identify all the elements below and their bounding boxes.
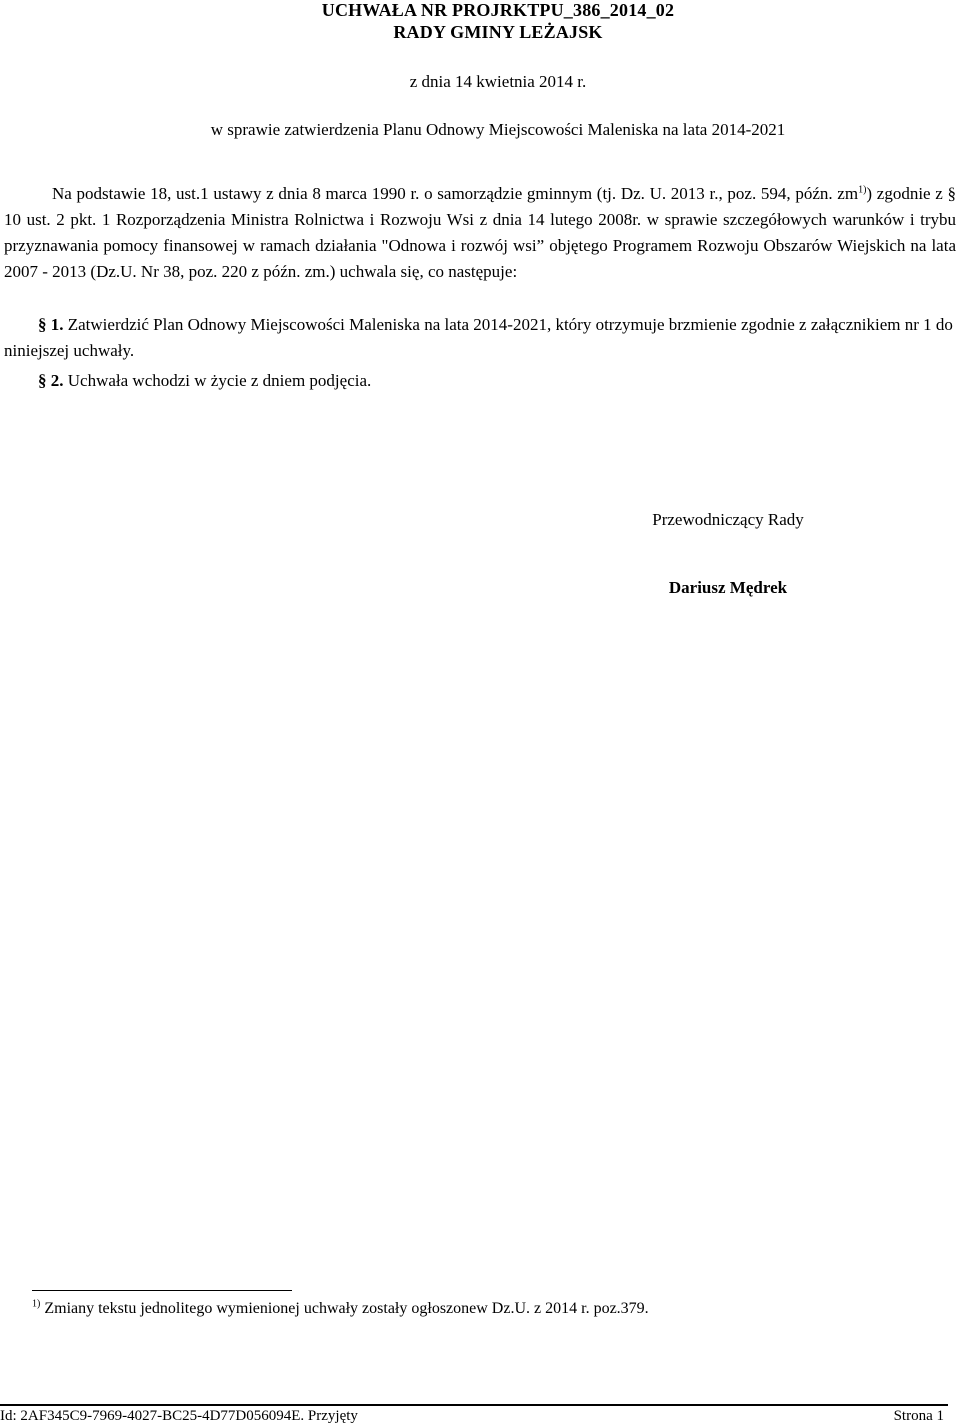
- signature-name: Dariusz Mędrek: [668, 578, 788, 597]
- section-2-mark: § 2.: [38, 371, 64, 390]
- title-line-2: RADY GMINY LEŻAJSK: [393, 22, 603, 42]
- footnote-mark: 1): [32, 1298, 41, 1310]
- footnote: [32, 1300, 932, 1318]
- footnote-divider: [32, 1290, 292, 1291]
- preamble-part2: ) zgodnie z § 10 ust. 2 pkt. 1 Rozporządzenia Ministra Rolnictwa i Rozwoju Wsi z dnia 14 lutego 2008r. w sprawie szczegółowych warunków i trybu przyznawania pomocy finansowej w ramach działania "Odnowa i rozwój wsi” objętego Programem Rozwoju Obszarów Wiejskich na lata 2007 - 2013 (Dz.U. Nr 38, poz. 220 z późn. zm.) uchwala się, co następuje:: [4, 184, 957, 281]
- document-id: Id: 2AF345C9-7969-4027-BC25-4D77D056094E. Przyjęty: [0, 1408, 358, 1424]
- resolution-subject: w sprawie zatwierdzenia Planu Odnowy Miejscowości Maleniska na lata 2014-2021: [210, 120, 786, 139]
- section-2: [4, 368, 956, 394]
- footer-divider: [0, 1404, 948, 1406]
- preamble-part1: Na podstawie 18, ust.1 ustawy z dnia 8 marca 1990 r. o samorządzie gminnym (tj. Dz. U. 2013 r., poz. 594, późn. zm: [52, 184, 859, 203]
- section-1-text: Zatwierdzić Plan Odnowy Miejscowości Maleniska na lata 2014-2021, który otrzymuje brzmienie zgodnie z załącznikiem nr 1 do niniejszej uchwały.: [4, 315, 953, 360]
- section-1-mark: § 1.: [38, 315, 64, 334]
- title-line-1: UCHWAŁA NR PROJRKTPU_386_2014_02: [321, 0, 675, 20]
- page-number: Strona 1: [893, 1408, 944, 1424]
- section-2-text: Uchwała wchodzi w życie z dniem podjęcia.: [67, 371, 372, 390]
- footnote-text: Zmiany tekstu jednolitego wymienionej uchwały zostały ogłoszonew Dz.U. z 2014 r. poz.379.: [44, 1300, 649, 1317]
- footnote-ref: 1): [858, 184, 867, 196]
- preamble: [4, 181, 956, 285]
- resolution-date: z dnia 14 kwietnia 2014 r.: [409, 72, 587, 91]
- section-1: [4, 312, 956, 364]
- signature-role: Przewodniczący Rady: [652, 510, 804, 529]
